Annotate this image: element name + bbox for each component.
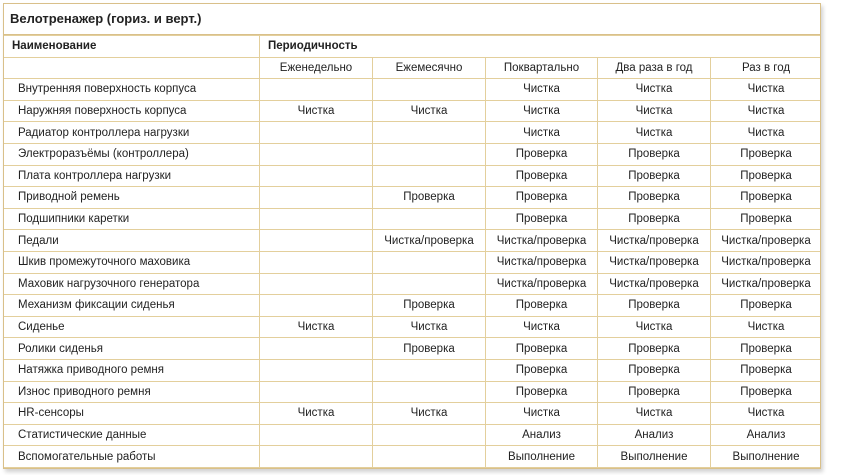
table-row [4,338,822,360]
row-cell [373,208,486,230]
row-cell: Чистка [598,316,711,338]
row-cell: Проверка [373,187,486,209]
row-cell: Проверка [486,187,598,209]
row-cell: Чистка/проверка [598,251,711,273]
row-cell: Проверка [598,187,711,209]
row-cell [260,251,373,273]
maintenance-table [3,35,821,468]
row-name: Наружняя поверхность корпуса [4,100,260,122]
header-period: Два раза в год [598,57,711,79]
row-cell [373,273,486,295]
row-cell: Анализ [486,424,598,446]
row-cell: Чистка [711,79,822,101]
row-cell [373,143,486,165]
row-cell [260,273,373,295]
row-name: Плата контроллера нагрузки [4,165,260,187]
row-cell: Чистка/проверка [486,273,598,295]
row-cell: Проверка [598,381,711,403]
table-row [4,230,822,252]
table-row [4,295,822,317]
row-cell: Чистка [373,100,486,122]
table-row [4,446,822,468]
row-name: Радиатор контроллера нагрузки [4,122,260,144]
row-cell: Чистка [260,100,373,122]
row-cell [373,446,486,468]
row-cell: Чистка [373,403,486,425]
row-cell: Чистка/проверка [598,273,711,295]
row-cell: Чистка [486,316,598,338]
table-row [4,359,822,381]
row-cell [260,208,373,230]
row-cell: Чистка [598,100,711,122]
row-cell: Чистка [373,316,486,338]
table-title: Велотренажер (гориз. и верт.) [4,4,820,35]
maintenance-card [3,3,821,469]
row-cell: Проверка [711,295,822,317]
row-cell: Проверка [486,295,598,317]
row-cell: Проверка [598,208,711,230]
row-name: Подшипники каретки [4,208,260,230]
row-cell: Чистка/проверка [486,251,598,273]
row-cell: Чистка [711,316,822,338]
row-cell: Проверка [486,338,598,360]
row-cell [260,446,373,468]
row-name: Педали [4,230,260,252]
row-cell [260,165,373,187]
row-cell [373,165,486,187]
row-name: Электроразъёмы (контроллера) [4,143,260,165]
row-cell: Чистка [598,122,711,144]
row-cell: Проверка [373,295,486,317]
row-cell: Проверка [486,381,598,403]
row-name: Ролики сиденья [4,338,260,360]
row-cell: Чистка/проверка [598,230,711,252]
row-name: Износ приводного ремня [4,381,260,403]
row-cell: Чистка [711,403,822,425]
row-cell: Проверка [598,338,711,360]
table-row [4,251,822,273]
table-row [4,143,822,165]
row-cell: Выполнение [598,446,711,468]
row-cell [260,338,373,360]
row-cell: Проверка [711,381,822,403]
row-name: Шкив промежуточного маховика [4,251,260,273]
row-cell: Чистка [486,79,598,101]
row-name: Механизм фиксации сиденья [4,295,260,317]
row-cell [260,424,373,446]
row-cell: Чистка [711,122,822,144]
row-name: Приводной ремень [4,187,260,209]
header-name-spacer [4,57,260,79]
row-name: Внутренняя поверхность корпуса [4,79,260,101]
row-cell: Проверка [711,187,822,209]
row-cell [260,79,373,101]
row-cell: Проверка [373,338,486,360]
row-cell: Проверка [598,359,711,381]
row-cell: Чистка/проверка [711,273,822,295]
table-row [4,79,822,101]
row-cell: Проверка [711,208,822,230]
row-cell [373,251,486,273]
table-row [4,403,822,425]
table-row [4,208,822,230]
table-row [4,165,822,187]
row-cell: Выполнение [486,446,598,468]
row-cell: Чистка [486,100,598,122]
row-cell [260,122,373,144]
row-name: Вспомогательные работы [4,446,260,468]
row-cell: Проверка [711,165,822,187]
row-cell [260,295,373,317]
row-cell: Чистка [711,100,822,122]
table-row [4,424,822,446]
row-cell: Чистка/проверка [711,230,822,252]
row-cell: Чистка/проверка [486,230,598,252]
row-cell: Чистка [598,79,711,101]
row-cell: Чистка/проверка [373,230,486,252]
row-cell [260,230,373,252]
row-cell: Проверка [711,143,822,165]
row-cell: Чистка [260,316,373,338]
row-cell: Чистка [260,403,373,425]
row-cell [260,187,373,209]
row-cell: Проверка [598,165,711,187]
row-cell: Проверка [486,208,598,230]
table-row [4,316,822,338]
row-cell [373,122,486,144]
header-period: Поквартально [486,57,598,79]
row-cell [260,143,373,165]
row-cell [373,359,486,381]
row-cell: Анализ [711,424,822,446]
row-name: Натяжка приводного ремня [4,359,260,381]
row-cell: Проверка [598,295,711,317]
row-cell [260,359,373,381]
row-cell: Проверка [486,143,598,165]
table-row [4,122,822,144]
row-cell: Чистка [598,403,711,425]
header-periodicity: Периодичность [260,36,822,58]
row-cell: Чистка [486,122,598,144]
row-cell: Чистка/проверка [711,251,822,273]
header-period: Ежемесячно [373,57,486,79]
table-row [4,187,822,209]
header-period: Раз в год [711,57,822,79]
table-row [4,381,822,403]
row-cell: Проверка [486,359,598,381]
row-name: Сиденье [4,316,260,338]
row-cell [373,381,486,403]
table-body [4,79,822,468]
row-cell: Анализ [598,424,711,446]
table-row [4,273,822,295]
row-cell [373,79,486,101]
row-cell: Проверка [486,165,598,187]
row-cell: Чистка [486,403,598,425]
row-cell: Проверка [598,143,711,165]
row-name: HR-сенсоры [4,403,260,425]
row-name: Маховик нагрузочного генератора [4,273,260,295]
row-cell: Выполнение [711,446,822,468]
row-cell: Проверка [711,338,822,360]
header-name: Наименование [4,36,260,58]
row-cell [260,381,373,403]
table-row [4,100,822,122]
row-name: Статистические данные [4,424,260,446]
row-cell: Проверка [711,359,822,381]
header-period: Еженедельно [260,57,373,79]
row-cell [373,424,486,446]
